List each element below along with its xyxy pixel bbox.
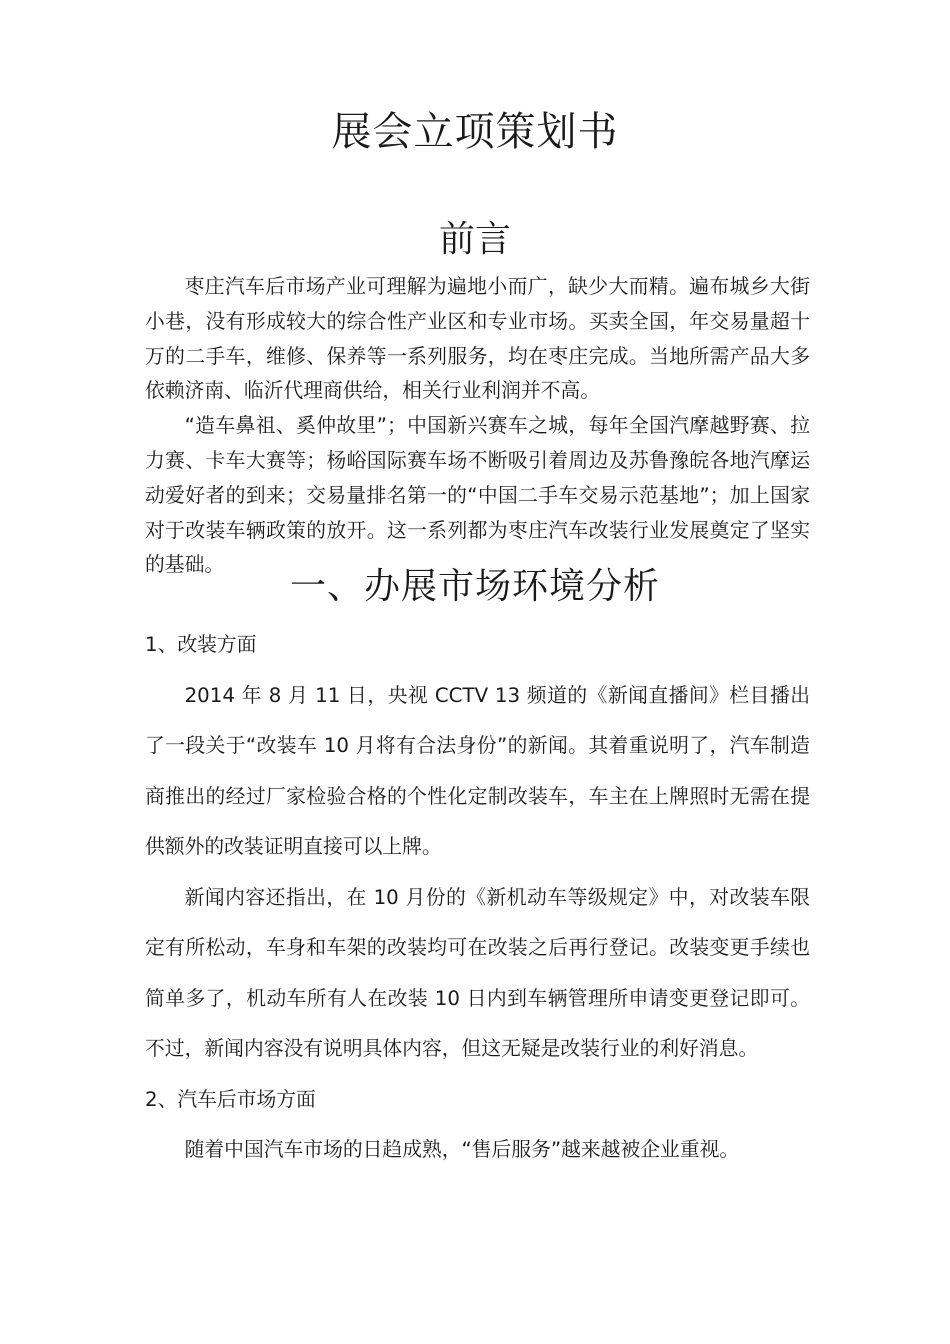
document-title: 展会立项策划书 <box>331 109 619 155</box>
preface-paragraph: 枣庄汽车后市场产业可理解为遍地小而广，缺少大而精。遍布城乡大街小巷，没有形成较大的综合性产业区和专业市场。买卖全国，年交易量超十万的二手车，维修、保养等一系列服务，均在枣庄完成。当地所需产品大多依赖济南、临沂代理商供给，相关行业利润并不高。 <box>145 275 810 403</box>
section-heading: 一、办展市场环境分析 <box>289 566 660 607</box>
preface-body <box>145 270 810 583</box>
subsection-heading: 2、汽车后市场方面 <box>145 1087 316 1111</box>
section-body <box>145 620 810 1176</box>
preface-heading: 前言 <box>438 219 511 260</box>
body-paragraph: 2014 年 8 月 11 日，央视 CCTV 13 频道的《新闻直播间》栏目播出了一段关于“改装车 10 月将有合法身份”的新闻。其着重说明了，汽车制造商推出的经过厂家检验合格的个性化定制改装车，车主在上牌照时无需在提供额外的改装证明直接可以上牌。 <box>145 683 810 858</box>
body-paragraph: 新闻内容还指出，在 10 月份的《新机动车等级规定》中，对改装车限定有所松动，车身和车架的改装均可在改装之后再行登记。改装变更手续也简单多了，机动车所有人在改装 10 日内到车辆管理所申请变更登记即可。不过，新闻内容没有说明具体内容，但这无疑是改装行业的利好消息。 <box>145 885 810 1060</box>
preface-paragraph: “造车鼻祖、奚仲故里”；中国新兴赛车之城，每年全国汽摩越野赛、拉力赛、卡车大赛等；杨峪国际赛车场不断吸引着周边及苏鲁豫皖各地汽摩运动爱好者的到来；交易量排名第一的“中国二手车交易示范基地”；加上国家对于改装车辆政策的放开。这一系列都为枣庄汽车改装行业发展奠定了坚实的基础。 <box>145 414 810 577</box>
body-paragraph: 随着中国汽车市场的日趋成熟，“售后服务”越来越被企业重视。 <box>184 1138 740 1161</box>
subsection-heading: 1、改装方面 <box>145 633 257 656</box>
